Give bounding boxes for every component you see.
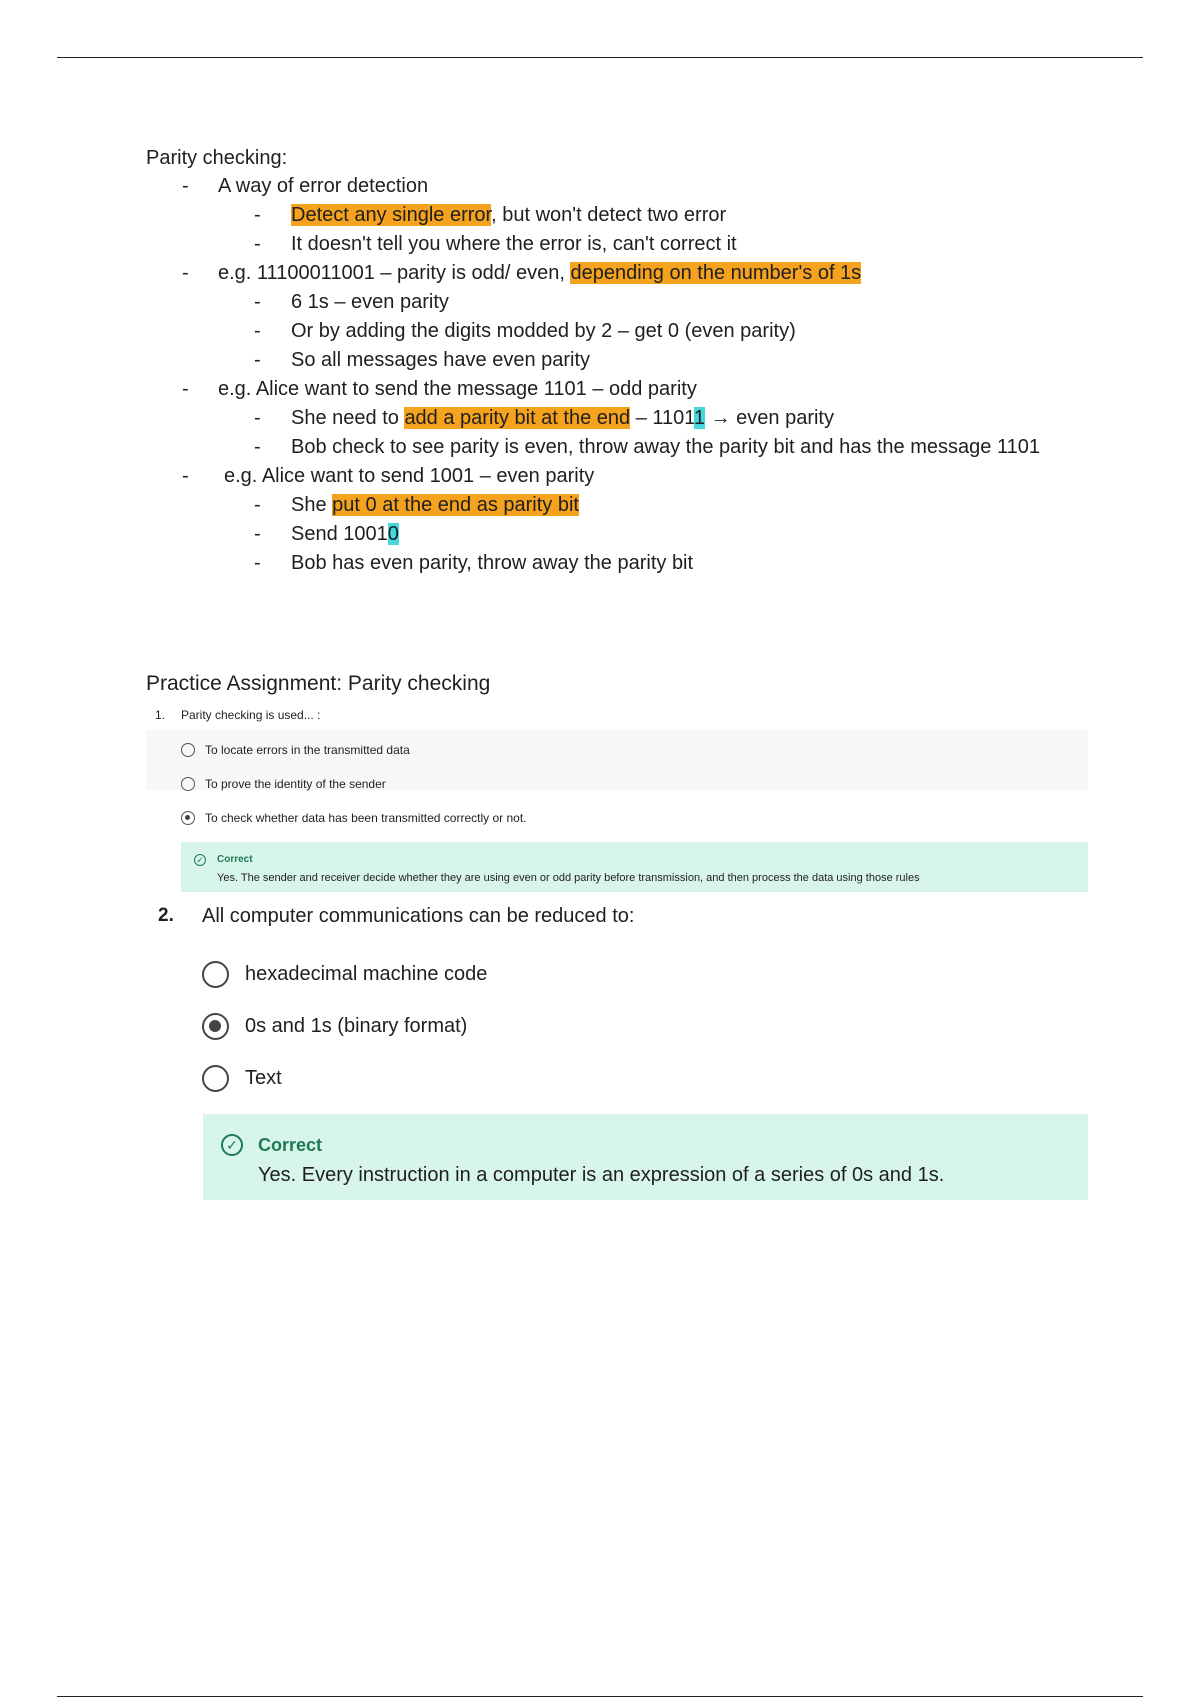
q2-option-3[interactable]: Text — [202, 1065, 282, 1092]
top-rule — [57, 57, 1143, 58]
bottom-rule — [57, 1696, 1143, 1697]
feedback-label: Correct — [258, 1135, 323, 1155]
note-subitem: - She need to add a parity bit at the end – 11011 → even parity — [146, 404, 1146, 433]
note-item: - e.g. 11100011001 – parity is odd/ even, depending on the number's of 1s — [146, 259, 1146, 288]
radio-button[interactable] — [181, 743, 195, 757]
feedback-text: Yes. The sender and receiver decide whether they are using even or odd parity before transmission, and then process the data using those rules — [217, 872, 920, 884]
check-circle-icon: ✓ — [221, 1134, 243, 1156]
radio-button-selected[interactable] — [202, 1013, 229, 1040]
check-circle-icon: ✓ — [194, 854, 206, 866]
note-subitem: - She put 0 at the end as parity bit — [146, 491, 1146, 520]
question-1-number: 1. — [155, 708, 166, 722]
note-subitem: - Bob has even parity, throw away the parity bit — [146, 549, 1146, 578]
note-item: - e.g. Alice want to send 1001 – even parity — [146, 462, 1146, 491]
note-subitem: - It doesn't tell you where the error is, can't correct it — [146, 230, 1146, 259]
q1-option-1[interactable]: To locate errors in the transmitted data — [181, 743, 410, 757]
feedback-label: Correct — [217, 854, 253, 865]
question-1-text: Parity checking is used... : — [181, 708, 321, 722]
radio-button[interactable] — [202, 1065, 229, 1092]
notes-title: Parity checking: — [146, 147, 288, 169]
question-2-number: 2. — [158, 905, 174, 926]
feedback-text: Yes. Every instruction in a computer is an expression of a series of 0s and 1s. — [258, 1164, 945, 1186]
q2-feedback — [203, 1114, 1088, 1200]
highlighted-text: depending on the number's of 1s — [570, 262, 862, 284]
highlighted-text: Detect any single error — [291, 204, 492, 226]
note-item: - e.g. Alice want to send the message 1101 – odd parity — [146, 375, 1146, 404]
note-subitem: - So all messages have even parity — [146, 346, 1146, 375]
q1-option-3[interactable]: To check whether data has been transmitted correctly or not. — [181, 811, 527, 825]
radio-button-selected[interactable] — [181, 811, 195, 825]
note-subitem: - Send 10010 — [146, 520, 1146, 549]
note-subitem: - 6 1s – even parity — [146, 288, 1146, 317]
radio-button[interactable] — [181, 777, 195, 791]
note-subitem: - Or by adding the digits modded by 2 – get 0 (even parity) — [146, 317, 1146, 346]
q1-feedback — [181, 842, 1088, 892]
q2-option-1[interactable]: hexadecimal machine code — [202, 961, 487, 988]
question-2-text: All computer communications can be reduced to: — [202, 905, 635, 927]
parity-bit-highlight: 1 — [693, 407, 706, 429]
practice-title: Practice Assignment: Parity checking — [146, 672, 491, 695]
highlighted-text: put 0 at the end as parity bit — [332, 494, 579, 516]
parity-bit-highlight: 0 — [387, 523, 399, 545]
radio-button[interactable] — [202, 961, 229, 988]
q1-option-2[interactable]: To prove the identity of the sender — [181, 777, 386, 791]
parity-notes — [146, 144, 1146, 578]
note-subitem: - Detect any single error, but won't detect two error — [146, 201, 1146, 230]
q2-option-2[interactable]: 0s and 1s (binary format) — [202, 1013, 467, 1040]
note-subitem: - Bob check to see parity is even, throw away the parity bit and has the message 1101 — [146, 433, 1111, 462]
note-item: - A way of error detection — [146, 172, 1146, 201]
highlighted-text: add a parity bit at the end — [404, 407, 631, 429]
